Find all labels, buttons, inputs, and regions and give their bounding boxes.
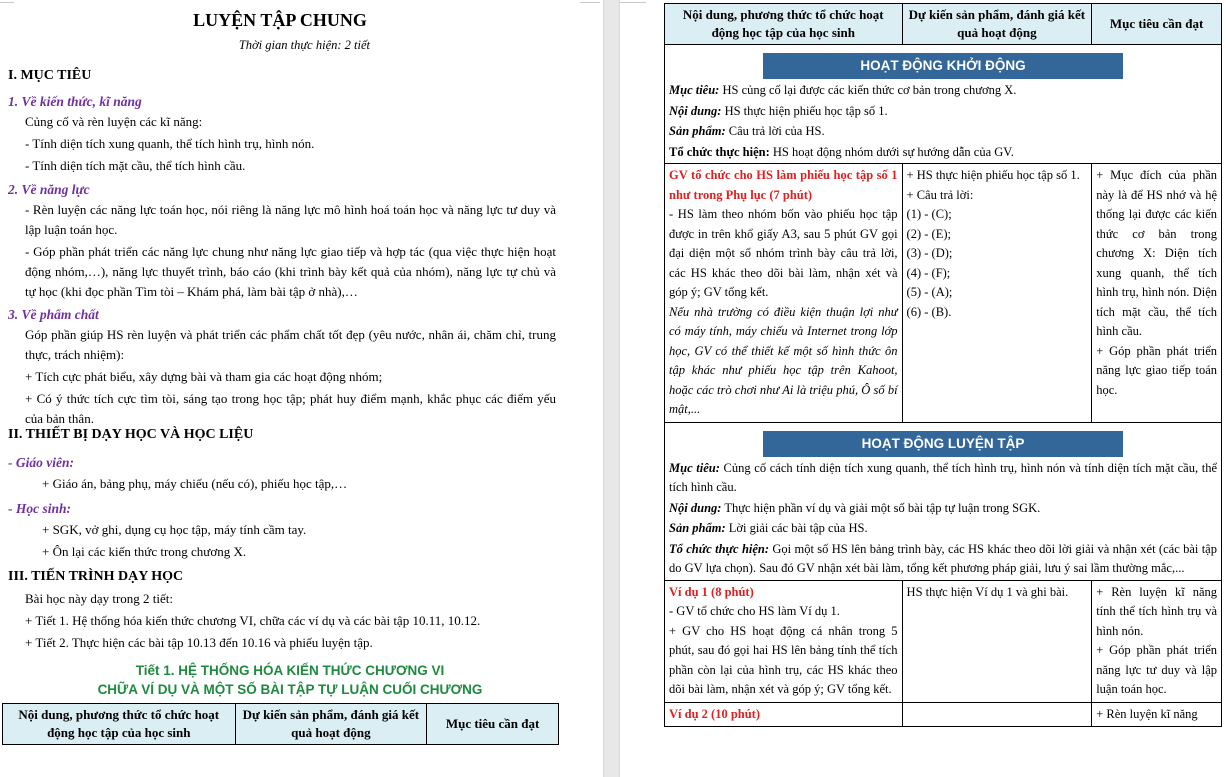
page-corner-mark [580, 2, 600, 3]
practice-info-cell [665, 422, 1222, 580]
table-row [665, 580, 1222, 702]
product-cell [902, 164, 1092, 423]
paragraph: + Tích cực phát biểu, xây dựng bài và tham gia các hoạt động nhóm; [25, 369, 383, 384]
section-objectives [8, 66, 556, 429]
paragraph: + Ôn lại các kiến thức trong chương X. [42, 544, 247, 559]
paragraph: HS thực hiện Ví dụ 1 và ghi bài. [906, 584, 1069, 599]
field-label: Mục tiêu: [669, 460, 720, 475]
field-label: Nội dung: [669, 500, 722, 515]
objective-cell [1092, 580, 1222, 702]
answer-item: (6) - (B). [906, 304, 952, 319]
field-label: Tổ chức thực hiện: [669, 541, 770, 556]
paragraph: Bài học này dạy trong 2 tiết: [25, 591, 174, 606]
activity-cell [665, 702, 903, 727]
product-cell [902, 702, 1092, 727]
warmup-info-cell [665, 45, 1222, 164]
activity-heading: Ví dụ 1 (8 phút) [669, 584, 754, 599]
field-value: Củng cố cách tính diện tích xung quanh, thể tích hình trụ, hình nón và tính diện tích mặt cầu, thể tích hình cầu. [669, 460, 1217, 494]
paragraph: + HS thực hiện phiếu học tập số 1. [906, 168, 1080, 182]
field-value: HS củng cố lại được các kiến thức cơ bản trong chương X. [719, 83, 1017, 97]
paragraph: - Góp phần phát triển các năng lực chung như năng lực giao tiếp và hợp tác (qua việc thực hiện hoạt động nhóm,…), năng lực thuyết trình, báo cáo (khi trình bày kết quả của nhóm), năng lực tự chủ và tự học (khi đọc phần Tìm tòi – Khám phá, làm bài tập ở nhà),… [25, 244, 556, 299]
column-header: Nội dung, phương thức tổ chức hoạt động học tập của học sinh [3, 704, 236, 745]
subsection-heading: 1. Về kiến thức, kĩ năng [8, 94, 142, 109]
subsection-heading: - Giáo viên: [8, 455, 74, 470]
paragraph: + Tiết 1. Hệ thống hóa kiến thức chương VI, chữa các ví dụ và các bài tập 10.11, 10.12. [25, 613, 481, 628]
document-subtitle: Thời gian thực hiện: 2 tiết [238, 38, 370, 52]
field-label: Sản phẩm: [669, 521, 726, 535]
section-heading: III. TIẾN TRÌNH DẠY HỌC [8, 569, 184, 584]
paragraph: + Tiết 2. Thực hiện các bài tập 10.13 đến 10.16 và phiếu luyện tập. [25, 635, 373, 650]
paragraph: + Câu trả lời: [906, 187, 974, 202]
field-label: Tổ chức thực hiện: [669, 144, 770, 159]
paragraph: + GV cho HS hoạt động cá nhân trong 5 phút, sau đó gọi hai HS lên bảng tính thể tích phần còn lại của hình trụ, các HS khác theo dõi bài làm, nhận xét và góp ý; GV tổng kết. [669, 623, 898, 696]
table-header-row [3, 704, 559, 745]
period-subtitle: CHỮA VÍ DỤ VÀ MỘT SỐ BÀI TẬP TỰ LUẬN CUỐI CHƯƠNG [97, 682, 483, 697]
activity-banner: HOẠT ĐỘNG LUYỆN TẬP [763, 431, 1123, 457]
field-value: HS hoạt động nhóm dưới sự hướng dẫn của GV. [769, 144, 1014, 159]
lesson-table [664, 3, 1222, 727]
column-header: Mục tiêu cần đạt [427, 704, 559, 745]
answer-item: (1) - (C); [906, 207, 952, 221]
paragraph: + Mục đích của phần này là để HS nhớ và hệ thống lại được các kiến thức cơ bản trong chương X: Diện tích xung quanh, thể tích hình trụ, hình nón. Diện tích mặt cầu, thể tích hình cầu. [1096, 168, 1217, 338]
paragraph: Góp phần giúp HS rèn luyện và phát triển các phẩm chất tốt đẹp (yêu nước, nhân ái, chăm chỉ, trung thực, trách nhiệm): [25, 327, 556, 362]
paragraph-note: Nếu nhà trường có điều kiện thuận lợi như có máy tính, máy chiếu và Internet trong lớp học, GV có thể thiết kế một số hình thức ôn tập khác như phiếu học tập trên Kahoot, hoặc các trò chơi như Ai là triệu phú, Ô số bí mật,... [669, 304, 898, 416]
paragraph: + Có ý thức tích cực tìm tòi, sáng tạo trong học tập; phát huy điểm mạnh, khắc phục các điểm yếu của bản thân. [25, 391, 556, 426]
table-row [665, 702, 1222, 727]
paragraph: + Góp phần phát triển năng lực tư duy và lập luận toán học. [1096, 643, 1217, 696]
period-title: Tiết 1. HỆ THỐNG HÓA KIẾN THỨC CHƯƠNG VI [135, 663, 445, 678]
activity-heading: GV tổ chức cho HS làm phiếu học tập số 1 như trong Phụ lục (7 phút) [669, 168, 898, 202]
activity-cell [665, 164, 903, 423]
paragraph: + Góp phần phát triển năng lực giao tiếp toán học. [1096, 343, 1217, 397]
field-value: Gọi một số HS lên bảng trình bày, các HS khác theo dõi lời giải và nhận xét (các bài tập do GV lựa chọn). Sau đó GV nhận xét bài làm, tổng kết phương pháp giải, lưu ý sai lầm thường mắc,... [669, 541, 1217, 575]
activity-heading: Ví dụ 2 (10 phút) [669, 706, 760, 721]
paragraph: - Rèn luyện các năng lực toán học, nói riêng là năng lực mô hình hoá toán học và năng lực tư duy và lập luận toán học. [25, 202, 556, 237]
field-value: Thực hiện phần ví dụ và giải một số bài tập tự luận trong SGK. [721, 500, 1041, 515]
section-equipment [8, 425, 556, 562]
product-cell [902, 580, 1092, 702]
table-row [665, 164, 1222, 423]
answer-item: (2) - (E); [906, 226, 951, 241]
answer-item: (4) - (F); [906, 265, 951, 280]
paragraph: - GV tổ chức cho HS làm Ví dụ 1. [669, 604, 840, 618]
field-label: Sản phẩm: [669, 124, 726, 138]
paragraph: + Giáo án, bảng phụ, máy chiếu (nếu có), phiếu học tập,… [42, 476, 348, 491]
column-header: Dự kiến sản phẩm, đánh giá kết quả hoạt động [235, 704, 427, 745]
paragraph: + SGK, vở ghi, dụng cụ học tập, máy tính cầm tay. [42, 522, 307, 537]
field-label: Nội dung: [669, 103, 722, 118]
section-process [8, 567, 556, 653]
page-gutter [603, 0, 620, 777]
lesson-table-header [2, 703, 559, 745]
paragraph: - Tính diện tích xung quanh, thể tích hình trụ, hình nón. [25, 136, 315, 151]
page-corner-mark [0, 2, 14, 3]
document-page-right [620, 0, 1226, 777]
subsection-heading: 3. Về phẩm chất [8, 307, 99, 322]
objective-cell [1092, 702, 1222, 727]
field-value: Câu trả lời của HS. [725, 124, 825, 138]
paragraph: + Rèn luyện kĩ năng tính thể tích hình trụ và hình nón. [1096, 584, 1217, 638]
paragraph: - Tính diện tích mặt cầu, thể tích hình cầu. [25, 158, 246, 173]
paragraph: + Rèn luyện kĩ năng [1096, 706, 1198, 721]
section-heading: II. THIẾT BỊ DẠY HỌC VÀ HỌC LIỆU [8, 427, 254, 442]
table-header-row [665, 4, 1222, 45]
document-page-left [0, 0, 603, 777]
field-value: Lời giải các bài tập của HS. [725, 521, 868, 535]
answer-item: (3) - (D); [906, 246, 953, 260]
subsection-heading: - Học sinh: [8, 501, 72, 516]
document-title: LUYỆN TẬP CHUNG [193, 10, 367, 30]
column-header: Dự kiến sản phẩm, đánh giá kết quả hoạt động [902, 4, 1092, 45]
paragraph: Củng cố và rèn luyện các kĩ năng: [25, 114, 203, 129]
subsection-heading: 2. Về năng lực [8, 182, 90, 197]
objective-cell [1092, 164, 1222, 423]
warmup-info-row [665, 45, 1222, 164]
column-header: Mục tiêu cần đạt [1092, 4, 1222, 45]
column-header: Nội dung, phương thức tổ chức hoạt động học tập của học sinh [665, 4, 903, 45]
section-heading: I. MỤC TIÊU [8, 68, 92, 83]
field-value: HS thực hiện phiếu học tập số 1. [721, 103, 888, 118]
field-label: Mục tiêu: [669, 83, 720, 97]
answer-item: (5) - (A); [906, 285, 953, 299]
activity-cell [665, 580, 903, 702]
activity-banner: HOẠT ĐỘNG KHỞI ĐỘNG [763, 53, 1123, 79]
page-corner-mark [620, 2, 646, 3]
practice-info-row [665, 422, 1222, 580]
paragraph: - HS làm theo nhóm bốn vào phiếu học tập được in trên khổ giấy A3, sau 5 phút GV gọi đại diện một số nhóm trình bày câu trả lời, các HS khác theo dõi bài làm, nhận xét và góp ý; GV tổng kết. [669, 207, 898, 299]
